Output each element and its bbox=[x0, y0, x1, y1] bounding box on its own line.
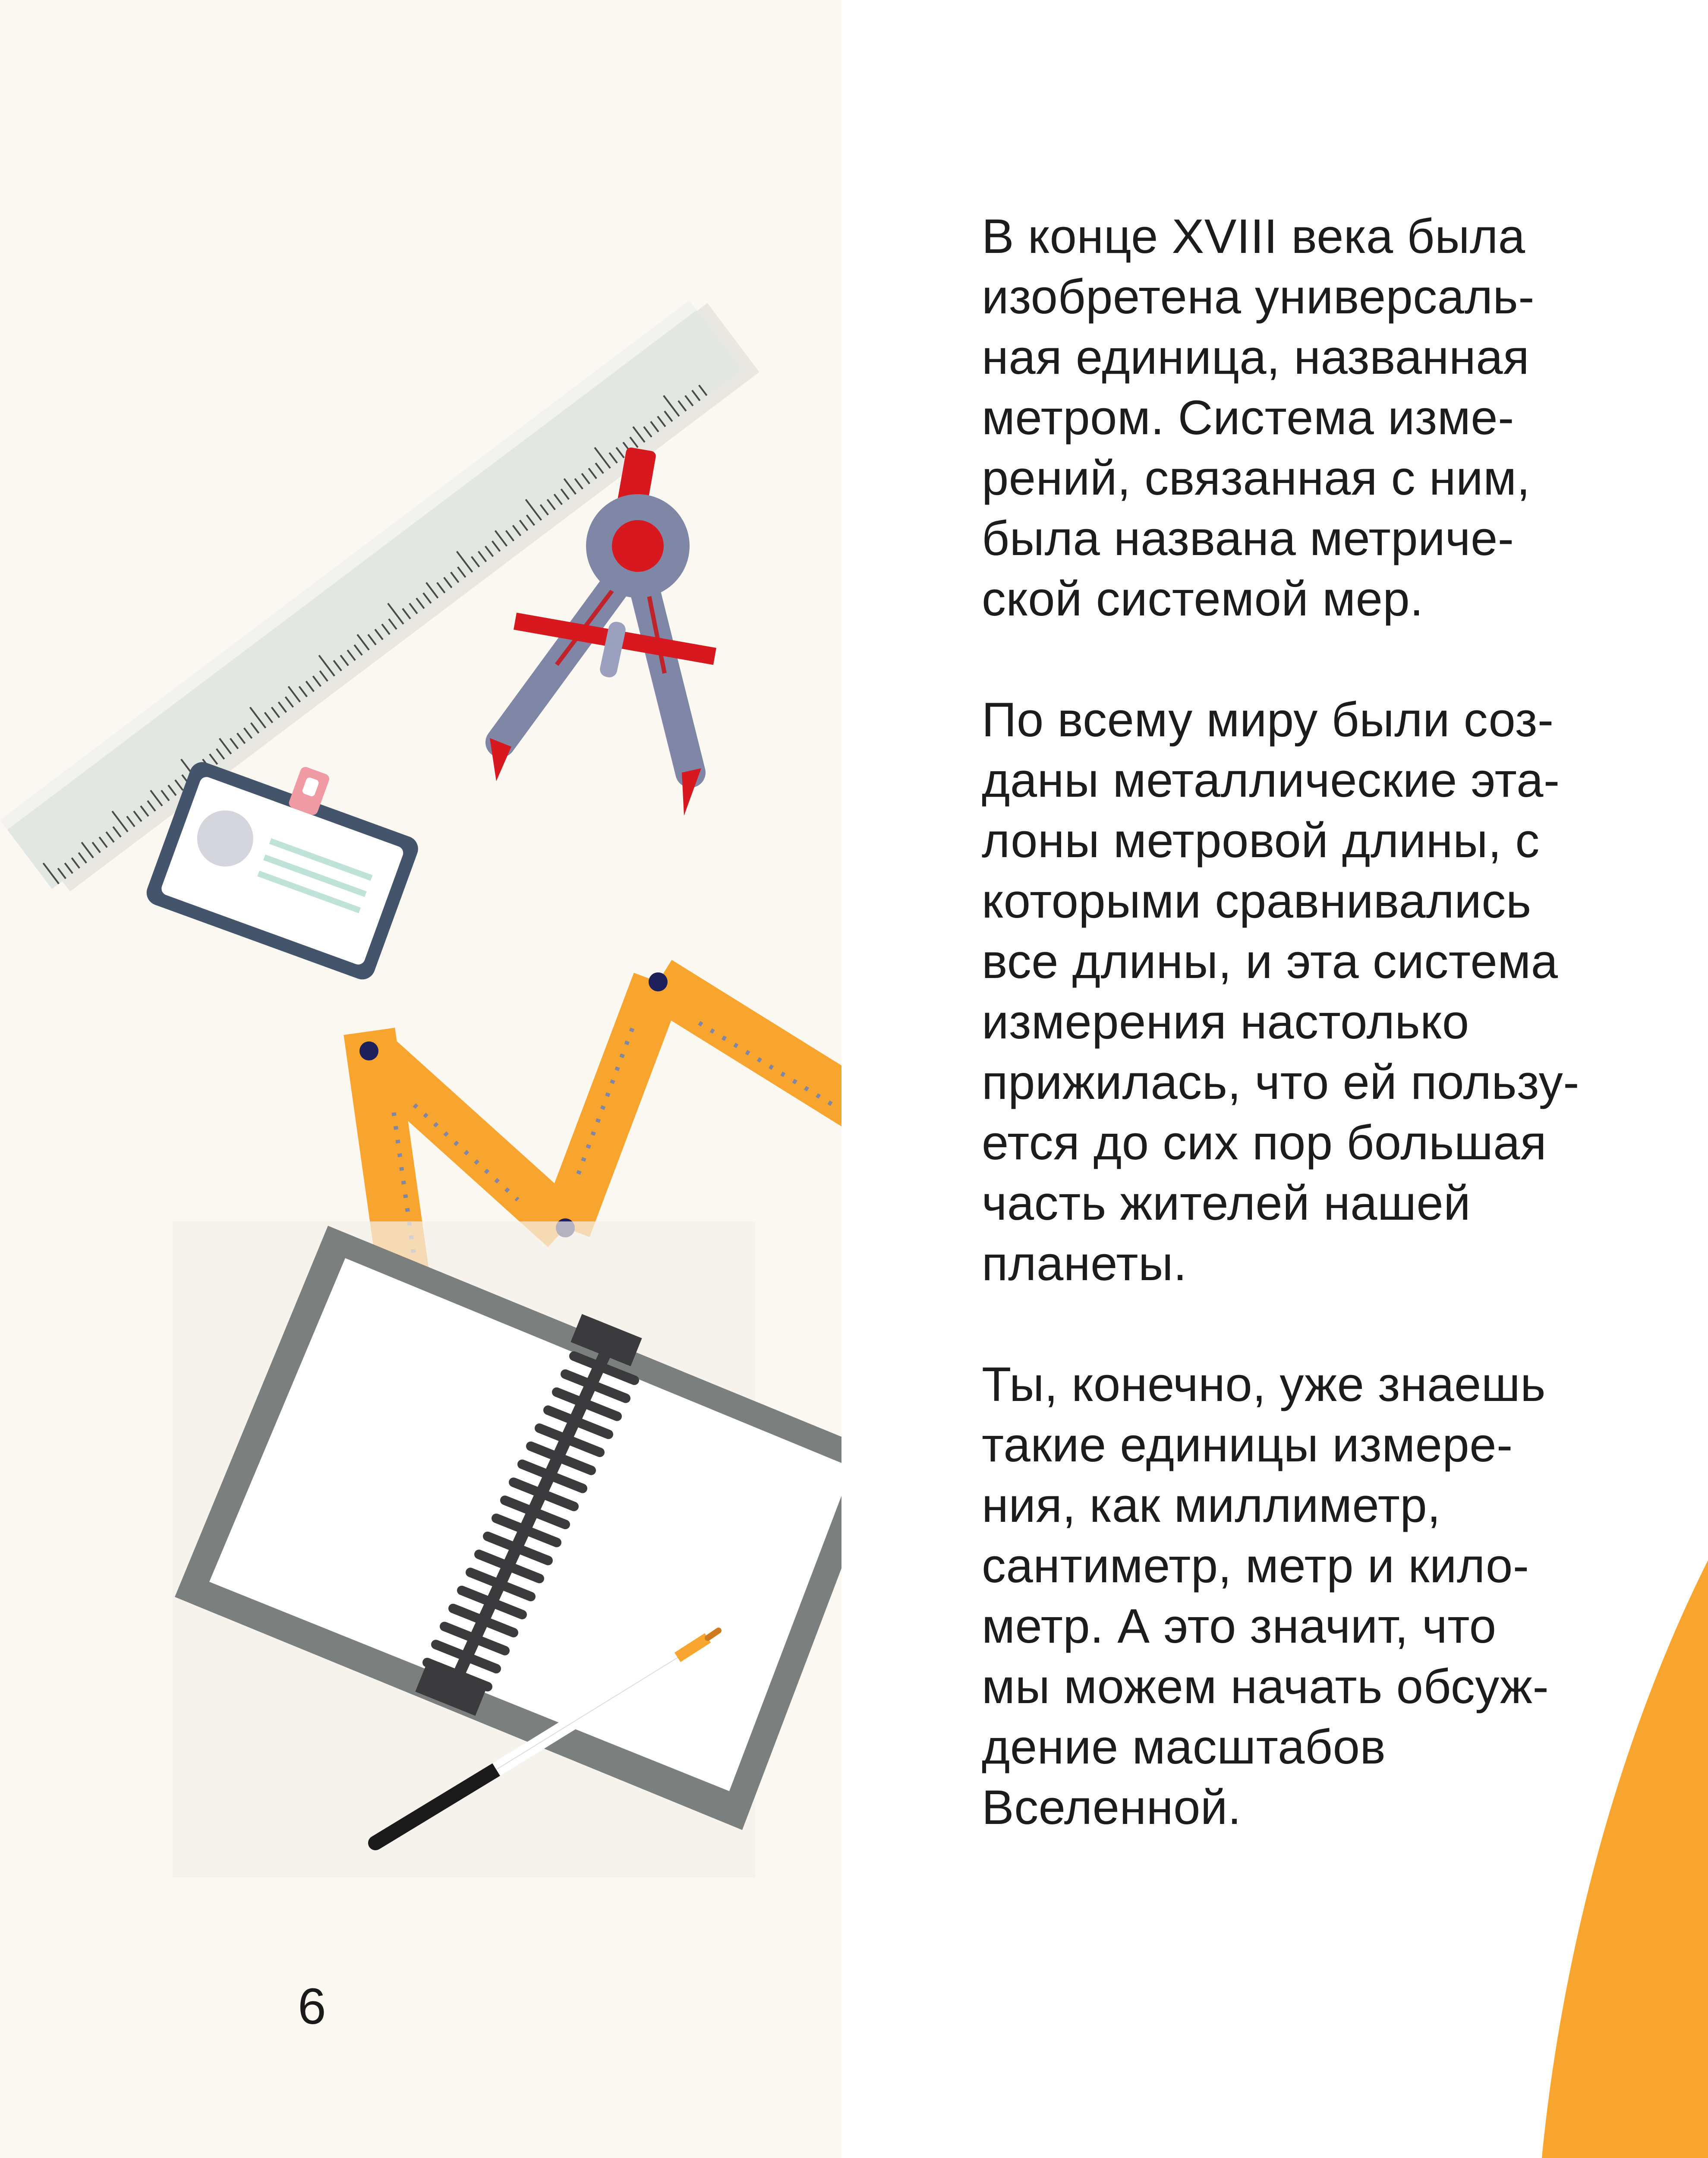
orange-corner-shape bbox=[1535, 1560, 1708, 2158]
paragraph-units-intro: Ты, конечно, уже знаешь такие единицы измере- ния, как миллиметр, сантиметр, метр и кило- метр. А это значит, что мы можем начать обсуж- дение масштабов Вселенной. bbox=[982, 1357, 1549, 1834]
paragraph-metric-origin: В конце XVIII века была изобретена универсаль- ная единица, названная метром. Система изме- рений, связанная с ним, была названа метриче- ской системой мер. bbox=[982, 209, 1535, 626]
paragraph-metric-standards: По всему миру были соз- даны металлические эта- лоны метровой длины, с которыми сравнивались все длины, и эта система измерения настолько прижилась, что ей пользу- ется до сих пор большая часть жителей нашей планеты. bbox=[982, 693, 1580, 1290]
page-number: 6 bbox=[298, 1978, 326, 2035]
illustration bbox=[0, 0, 841, 1899]
text-column bbox=[982, 206, 1629, 1898]
illustration-panel bbox=[0, 0, 841, 2158]
notebook-icon bbox=[173, 1221, 841, 1877]
